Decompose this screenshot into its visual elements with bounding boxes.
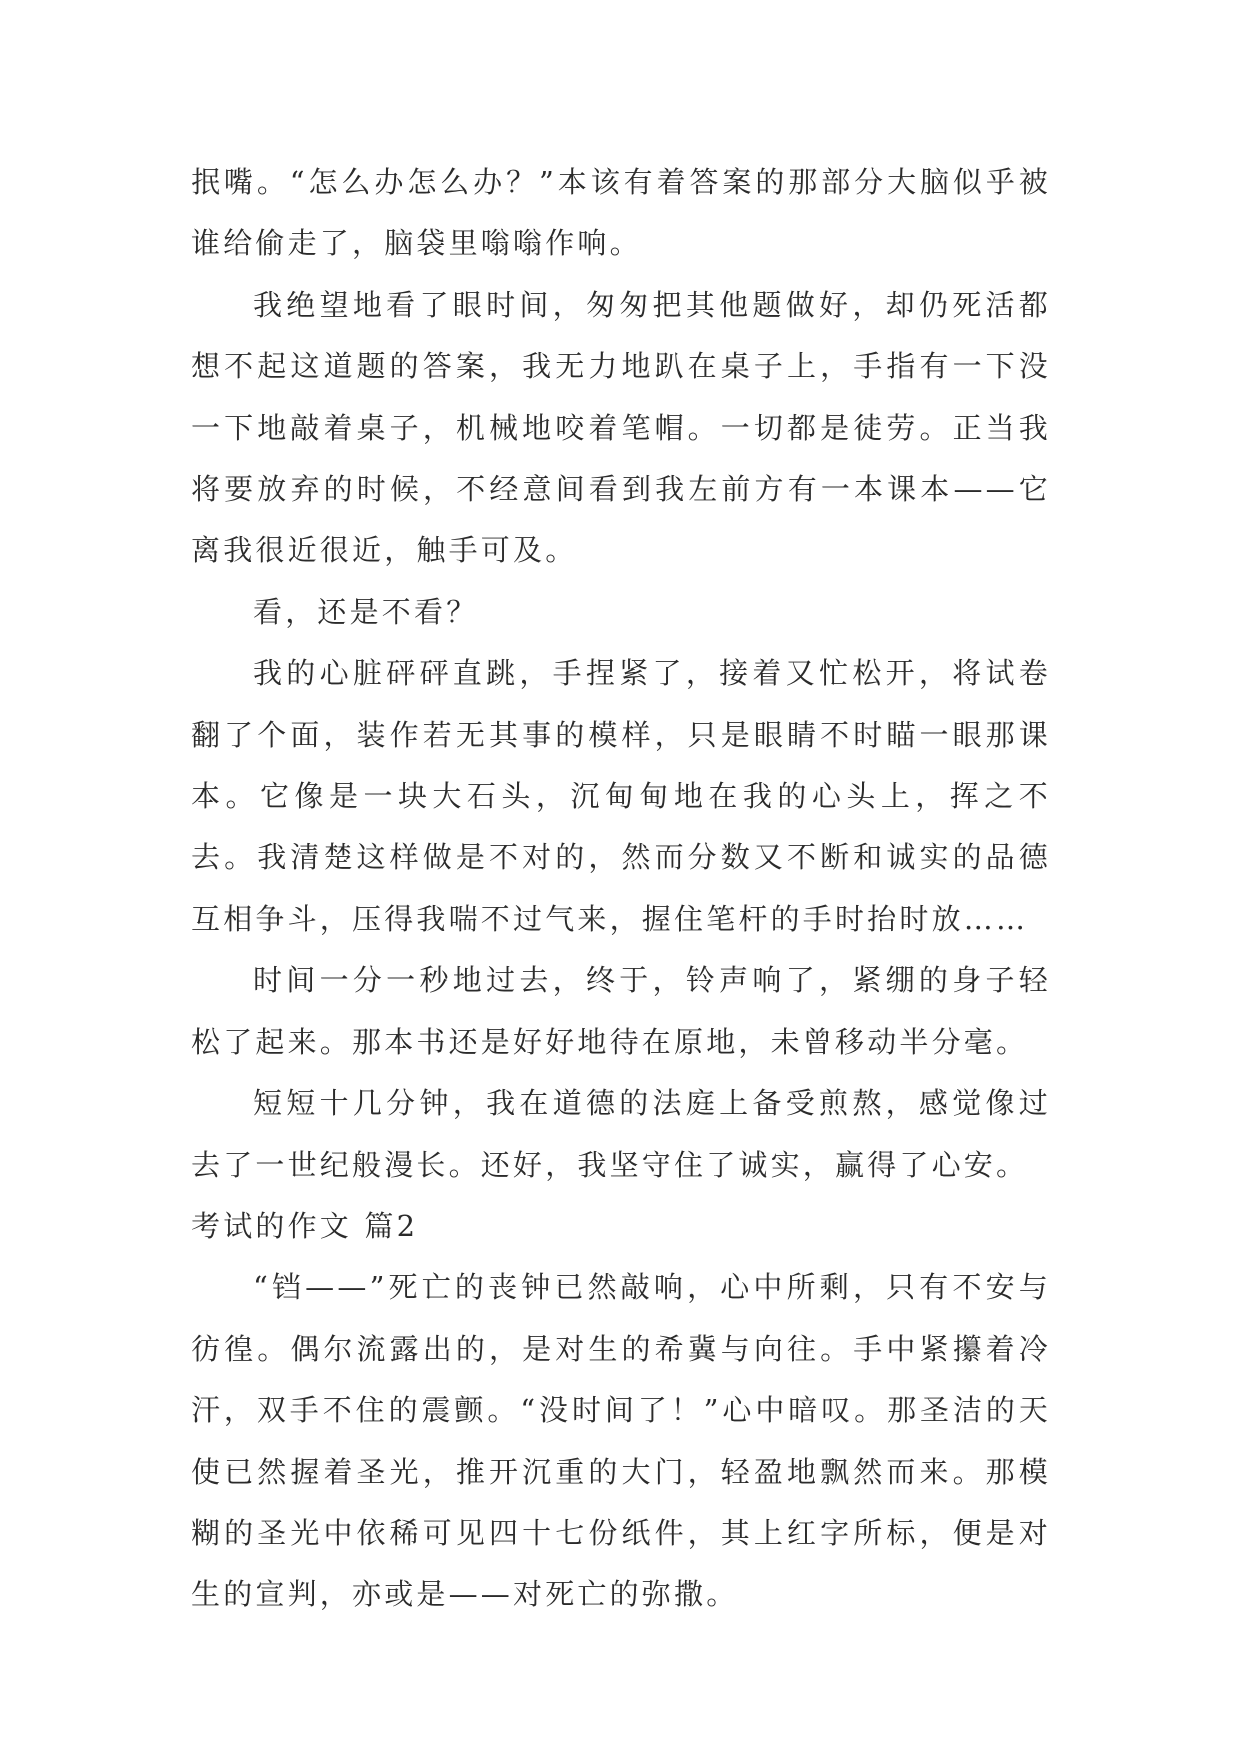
paragraph: 时间一分一秒地过去，终于，铃声响了，紧绷的身子轻松了起来。那本书还是好好地待在原地，未曾移动半分毫。 [191, 963, 1051, 1059]
paragraph: 看，还是不看？ [253, 594, 479, 629]
paragraph: 短短十几分钟，我在道德的法庭上备受煎熬，感觉像过去了一世纪般漫长。还好，我坚守住了诚实，赢得了心安。 [191, 1086, 1051, 1182]
paragraph: 我绝望地看了眼时间，匆匆把其他题做好，却仍死活都想不起这道题的答案，我无力地趴在桌子上，手指有一下没一下地敲着桌子，机械地咬着笔帽。一切都是徒劳。正当我将要放弃的时候，不经意间看到我左前方有一本课本——它离我很近很近，触手可及。 [191, 287, 1051, 568]
paragraph: 抿嘴。“怎么办怎么办？”本该有着答案的那部分大脑似乎被谁给偷走了，脑袋里嗡嗡作响。 [191, 165, 1051, 261]
paragraph: 我的心脏砰砰直跳，手捏紧了，接着又忙松开，将试卷翻了个面，装作若无其事的模样，只是眼睛不时瞄一眼那课本。它像是一块大石头，沉甸甸地在我的心头上，挥之不去。我清楚这样做是不对的，然而分数又不断和诚实的品德互相争斗，压得我喘不过气来，握住笔杆的手时抬时放…… [191, 656, 1051, 936]
document-body [191, 152, 1051, 1626]
paragraph: “铛——”死亡的丧钟已然敲响，心中所剩，只有不安与彷徨。偶尔流露出的，是对生的希冀与向往。手中紧攥着冷汗，双手不住的震颤。“没时间了！”心中暗叹。那圣洁的天使已然握着圣光，推开沉重的大门，轻盈地飘然而来。那模糊的圣光中依稀可见四十七份纸件，其上红字所标，便是对生的宣判，亦或是——对死亡的弥撒。 [191, 1270, 1051, 1612]
section-heading: 考试的作文 篇2 [191, 1208, 419, 1243]
